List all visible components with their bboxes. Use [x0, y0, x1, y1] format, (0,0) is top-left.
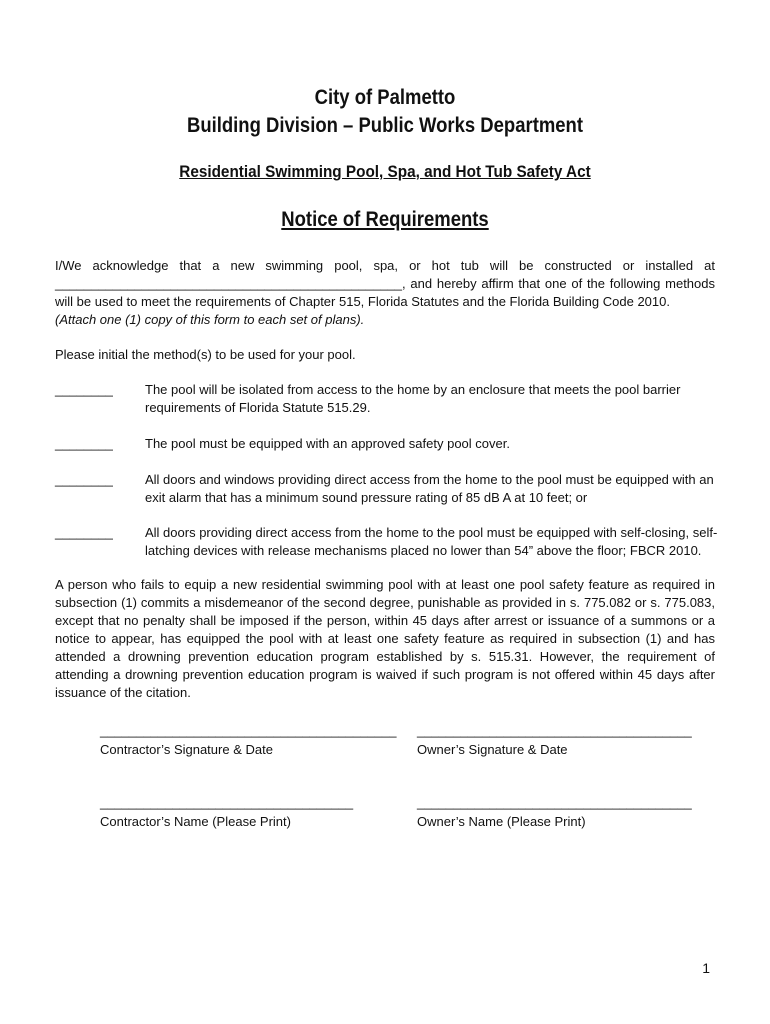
owner-name-block — [417, 796, 692, 830]
contractor-name-line[interactable]: ___________________________________ — [100, 795, 354, 810]
header — [0, 84, 770, 140]
department-title: Building Division – Public Works Department — [186, 114, 583, 137]
owner-signature-line[interactable]: ______________________________________ — [417, 723, 692, 738]
owner-signature-label: Owner’s Signature & Date — [417, 742, 568, 757]
intro-line-3: will be used to meet the requirements of Chapter 515, Florida Statutes and the Florida Building Code 2010. — [55, 294, 670, 309]
contractor-signature-line[interactable]: _________________________________________ — [100, 723, 397, 738]
penalty-paragraph: A person who fails to equip a new residential swimming pool with at least one pool safety feature as required in subsection (1) commits a misdemeanor of the second degree, punishable as provided in s. 775.082 or s. 775.083, except that no penalty shall be imposed if the person, within 45 days after arrest or issuance of a summons or a notice to appear, has equipped the pool with at least one safety feature as required in subsection (1) and has attended a drowning prevention education program established by s. 515.31. However, the requirement of attending a drowning prevention education program is waived if such program is not offered within 45 days after issuance of the citation. — [55, 577, 715, 700]
contractor-signature-label: Contractor’s Signature & Date — [100, 742, 273, 757]
initial-blank[interactable]: ________ — [55, 525, 113, 540]
initial-blank[interactable]: ________ — [55, 382, 113, 397]
contractor-name-block — [100, 796, 353, 830]
act-title: Residential Swimming Pool, Spa, and Hot Tub Safety Act — [179, 162, 591, 181]
owner-name-line[interactable]: ______________________________________ — [417, 795, 692, 810]
owner-name-label: Owner’s Name (Please Print) — [417, 814, 586, 829]
city-title: City of Palmetto — [314, 86, 456, 109]
contractor-name-label: Contractor’s Name (Please Print) — [100, 814, 291, 829]
method-text: All doors providing direct access from the home to the pool must be equipped with self-closing, self-latching devices with release mechanisms placed no lower than 54” above the floor; FBCR 2010. — [145, 525, 718, 558]
method-text: The pool must be equipped with an approved safety pool cover. — [145, 436, 510, 451]
method-text: All doors and windows providing direct access from the home to the pool must be equipped with an exit alarm that has a minimum sound pressure rating of 85 dB A at 10 feet; or — [145, 472, 714, 505]
notice-title: Notice of Requirements — [281, 208, 489, 231]
intro-line-1: I/We acknowledge that a new swimming pool, spa, or hot tub will be constructed or installed at — [55, 258, 715, 273]
intro-line-4: (Attach one (1) copy of this form to each set of plans). — [55, 312, 365, 327]
page-number: 1 — [702, 960, 710, 976]
intro-line-2: ________________________________________________, and hereby affirm that one of the following methods — [55, 276, 715, 291]
instruction-text: Please initial the method(s) to be used for your pool. — [55, 347, 356, 362]
initial-blank[interactable]: ________ — [55, 436, 113, 451]
initial-blank[interactable]: ________ — [55, 472, 113, 487]
owner-signature-block — [417, 724, 692, 758]
intro-paragraph — [55, 257, 715, 329]
contractor-signature-block — [100, 724, 396, 758]
method-text: The pool will be isolated from access to the home by an enclosure that meets the pool barrier requirements of Florida Statute 515.29. — [145, 382, 681, 415]
